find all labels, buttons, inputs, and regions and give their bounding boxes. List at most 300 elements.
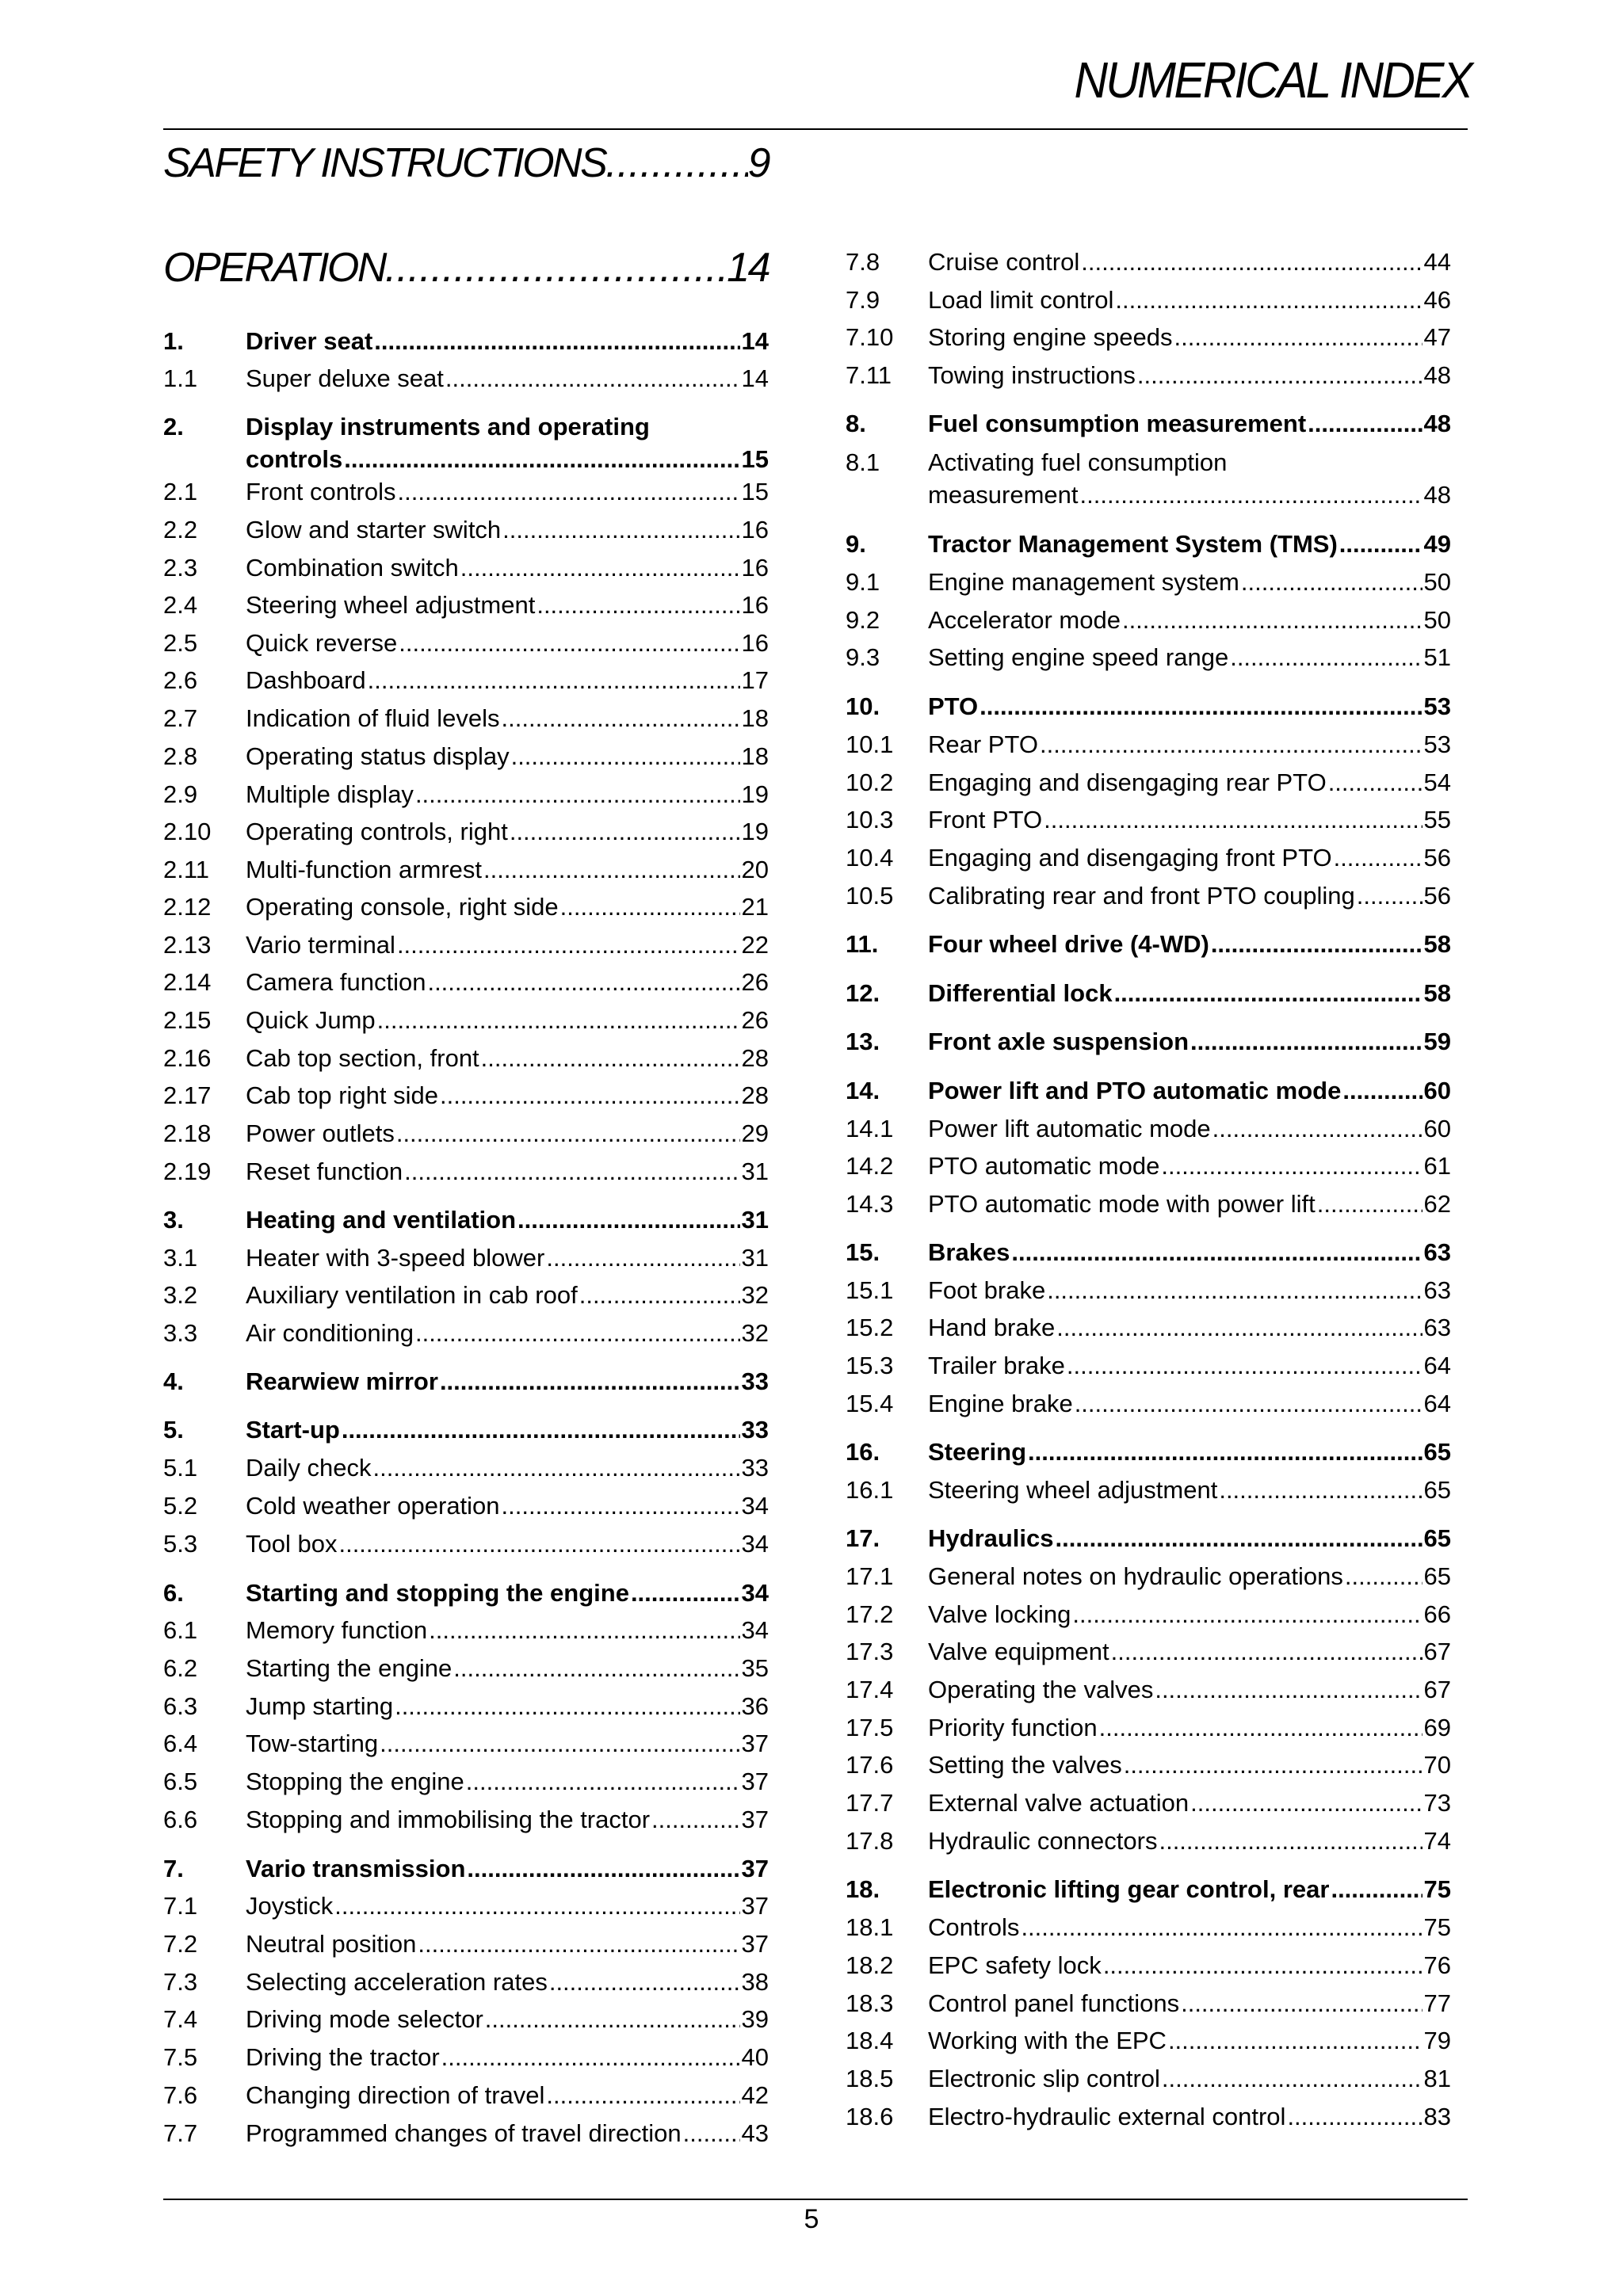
- dot-leader: [1159, 1825, 1422, 1857]
- entry-row: [928, 1112, 1451, 1145]
- heading-title: SAFETY INSTRUCTIONS: [163, 140, 606, 186]
- entry-title: Controls: [928, 1913, 1020, 1941]
- entry-page-number: 39: [741, 2005, 769, 2033]
- entry-page-number: 16: [741, 591, 769, 619]
- entry-row: [928, 1749, 1451, 1781]
- entry-title: Programmed changes of travel direction: [246, 2119, 682, 2147]
- entry-number: 6.3: [163, 1692, 198, 1720]
- entry-number: 18.6: [846, 2103, 894, 2130]
- entry-number: 17.8: [846, 1827, 894, 1855]
- entry-page-number: 73: [1423, 1789, 1451, 1817]
- entry-page-number: 38: [741, 1968, 769, 1996]
- dot-leader: [415, 778, 740, 810]
- entry-title: Hand brake: [928, 1314, 1056, 1341]
- entry-row: [928, 1274, 1451, 1306]
- dot-leader: [1331, 1873, 1422, 1905]
- dot-leader: [1212, 1112, 1423, 1145]
- dot-leader: [1056, 1311, 1422, 1344]
- entry-title: Quick reverse: [246, 629, 398, 657]
- entry-number: 6.6: [163, 1806, 198, 1833]
- dot-leader: [1114, 977, 1423, 1009]
- entry-number: 9.3: [846, 643, 880, 671]
- dot-leader: [374, 325, 739, 357]
- dot-leader: [1011, 1236, 1422, 1268]
- entry-page-number: 18: [741, 742, 769, 770]
- entry-page-number: 61: [1423, 1152, 1451, 1180]
- entry-number: 15.: [846, 1238, 880, 1266]
- entry-row: [246, 664, 769, 696]
- entry-number: 7.6: [163, 2081, 198, 2109]
- dot-leader: [546, 1241, 739, 1274]
- entry-number: 10.1: [846, 730, 894, 758]
- entry-number: 2.8: [163, 742, 198, 770]
- entry-title: measurement: [928, 481, 1079, 509]
- entry-page-number: 36: [741, 1692, 769, 1720]
- entry-title: Storing engine speeds: [928, 323, 1173, 351]
- entry-row: [246, 1577, 769, 1609]
- entry-page-number: 67: [1423, 1676, 1451, 1703]
- header-rule: [163, 128, 1468, 130]
- dot-leader: [485, 2003, 740, 2035]
- entry-title: Front axle suspension: [928, 1028, 1190, 1055]
- dot-leader: [1067, 1349, 1423, 1382]
- entry-page-number: 65: [1423, 1438, 1451, 1466]
- entry-title: Power lift and PTO automatic mode: [928, 1077, 1342, 1104]
- dot-leader: [537, 589, 739, 621]
- entry-row: [246, 325, 769, 357]
- dot-leader: [549, 1966, 740, 1998]
- entry-title: Cab top section, front: [246, 1044, 479, 1072]
- entry-number: 2.4: [163, 591, 198, 619]
- entry-title: Rear PTO: [928, 730, 1038, 758]
- entry-page-number: 32: [741, 1319, 769, 1347]
- entry-row: [246, 815, 769, 848]
- entry-title: Working with the EPC: [928, 2027, 1167, 2054]
- dot-leader: [338, 1527, 739, 1560]
- entry-number: 14.: [846, 1077, 880, 1104]
- entry-page-number: 33: [741, 1454, 769, 1482]
- entry-number: 3.: [163, 1206, 184, 1234]
- entry-row: [246, 1489, 769, 1522]
- entry-title: Daily check: [246, 1454, 372, 1482]
- entry-title: Steering wheel adjustment: [928, 1476, 1218, 1504]
- entry-title: Cruise control: [928, 248, 1080, 276]
- entry-page-number: 32: [741, 1281, 769, 1309]
- entry-number: 2.2: [163, 516, 198, 543]
- entry-row: [928, 1387, 1451, 1420]
- entry-page-number: 46: [1423, 286, 1451, 314]
- entry-title: Trailer brake: [928, 1352, 1065, 1379]
- entry-row: [928, 1436, 1451, 1468]
- entry-page-number: 34: [741, 1579, 769, 1607]
- entry-page-number: 40: [741, 2043, 769, 2071]
- entry-page-number: 47: [1423, 323, 1451, 351]
- entry-title: Electronic slip control: [928, 2065, 1160, 2092]
- entry-row: [246, 1527, 769, 1560]
- entry-number: 2.12: [163, 893, 212, 921]
- entry-number: 9.2: [846, 606, 880, 634]
- entry-page-number: 48: [1423, 410, 1451, 437]
- entry-row: [246, 1241, 769, 1274]
- entry-title: Tow-starting: [246, 1730, 379, 1757]
- entry-title: Stopping the engine: [246, 1768, 464, 1795]
- entry-title: Multiple display: [246, 780, 414, 808]
- entry-title: Combination switch: [246, 554, 459, 582]
- entry-row: [246, 740, 769, 772]
- entry-title: Vario terminal: [246, 931, 395, 959]
- dot-leader: [1161, 1150, 1422, 1182]
- dot-leader: [631, 1577, 740, 1609]
- entry-title: Driving mode selector: [246, 2005, 483, 2033]
- entry-row: [928, 1150, 1451, 1182]
- dot-leader: [481, 1042, 740, 1074]
- entry-title: Cold weather operation: [246, 1492, 500, 1520]
- entry-row: [928, 2024, 1451, 2057]
- entry-page-number: 62: [1423, 1190, 1451, 1218]
- dot-leader: [399, 627, 739, 659]
- dot-leader: [398, 475, 740, 508]
- entry-row: [246, 1203, 769, 1236]
- entry-page-number: 16: [741, 554, 769, 582]
- dot-leader: [404, 1155, 739, 1188]
- entry-title: controls: [246, 445, 343, 473]
- entry-number: 7.1: [163, 1892, 198, 1920]
- entry-row: [928, 566, 1451, 598]
- dot-leader: [1230, 641, 1422, 673]
- entry-title: Load limit control: [928, 286, 1114, 314]
- entry-number: 7.: [163, 1855, 184, 1882]
- dot-leader: [467, 1852, 739, 1885]
- entry-number: 12.: [846, 979, 880, 1007]
- entry-number: 2.1: [163, 478, 198, 505]
- entry-row: [928, 246, 1451, 278]
- entry-row: [246, 853, 769, 886]
- dot-leader: [1111, 1635, 1423, 1668]
- heading-page: 9: [747, 140, 769, 186]
- entry-page-number: 18: [741, 704, 769, 732]
- entry-row: [928, 1673, 1451, 1706]
- entry-page-number: 54: [1423, 769, 1451, 796]
- dot-leader: [511, 740, 740, 772]
- entry-number: 2.3: [163, 554, 198, 582]
- entry-page-number: 14: [741, 327, 769, 355]
- entry-number: 14.1: [846, 1115, 894, 1142]
- entry-page-number: 48: [1423, 361, 1451, 389]
- entry-page-number: 34: [741, 1530, 769, 1558]
- dot-leader: [1328, 766, 1423, 799]
- dot-leader: [453, 1652, 739, 1684]
- entry-page-number: 22: [741, 931, 769, 959]
- entry-row: [246, 1690, 769, 1722]
- entry-page-number: 75: [1423, 1875, 1451, 1903]
- entry-page-number: 66: [1423, 1600, 1451, 1628]
- entry-number: 10.2: [846, 769, 894, 796]
- entry-number: 7.5: [163, 2043, 198, 2071]
- entry-title: EPC safety lock: [928, 1951, 1102, 1979]
- entry-title: Steering: [928, 1438, 1027, 1466]
- entry-row: [928, 321, 1451, 353]
- entry-row: [928, 641, 1451, 673]
- dot-leader: [502, 1489, 740, 1522]
- entry-page-number: 79: [1423, 2027, 1451, 2054]
- entry-title: Brakes: [928, 1238, 1010, 1266]
- entry-number: 2.16: [163, 1044, 212, 1072]
- entry-number: 1.1: [163, 364, 198, 392]
- dot-leader: [1056, 1522, 1423, 1554]
- entry-title-line1: Activating fuel consumption: [928, 448, 1228, 476]
- entry-title: Foot brake: [928, 1276, 1046, 1304]
- entry-row: [246, 589, 769, 621]
- entry-title: Operating the valves: [928, 1676, 1154, 1703]
- entry-number: 5.1: [163, 1454, 198, 1482]
- entry-number: 2.7: [163, 704, 198, 732]
- entry-number: 2.19: [163, 1158, 212, 1185]
- entry-number: 3.2: [163, 1281, 198, 1309]
- dot-leader: [1115, 284, 1422, 316]
- entry-number: 2.6: [163, 666, 198, 694]
- dot-leader: [441, 2041, 740, 2073]
- entry-page-number: 63: [1423, 1276, 1451, 1304]
- entry-number: 15.3: [846, 1352, 894, 1379]
- entry-row: [928, 1987, 1451, 2019]
- entry-number: 17.: [846, 1524, 880, 1552]
- entry-page-number: 50: [1423, 606, 1451, 634]
- entry-page-number: 70: [1423, 1751, 1451, 1779]
- entry-page-number: 33: [741, 1367, 769, 1395]
- entry-title: Indication of fluid levels: [246, 704, 500, 732]
- entry-page-number: 37: [741, 1768, 769, 1795]
- entry-number: 17.1: [846, 1562, 894, 1590]
- entry-number: 16.: [846, 1438, 880, 1466]
- entry-title: Changing direction of travel: [246, 2081, 545, 2109]
- dot-leader: [1168, 2024, 1423, 2057]
- entry-row: [246, 1852, 769, 1885]
- entry-title: External valve actuation: [928, 1789, 1190, 1817]
- entry-number: 18.: [846, 1875, 880, 1903]
- entry-page-number: 63: [1423, 1238, 1451, 1266]
- entry-page-number: 26: [741, 968, 769, 996]
- entry-row: [246, 1117, 769, 1150]
- entry-page-number: 16: [741, 629, 769, 657]
- dot-leader: [1028, 1436, 1422, 1468]
- entry-page-number: 29: [741, 1119, 769, 1147]
- dot-leader: [396, 1117, 740, 1150]
- entry-number: 10.3: [846, 806, 894, 833]
- entry-number: 7.7: [163, 2119, 198, 2147]
- entry-number: 3.3: [163, 1319, 198, 1347]
- entry-number: 17.2: [846, 1600, 894, 1628]
- entry-number: 15.1: [846, 1276, 894, 1304]
- footer-rule: [163, 2199, 1468, 2200]
- entry-row: [246, 1890, 769, 1922]
- entry-row: [928, 407, 1451, 440]
- toc-main-heading-operation[interactable]: [163, 244, 769, 292]
- entry-page-number: 65: [1423, 1562, 1451, 1590]
- entry-page-number: 37: [741, 1730, 769, 1757]
- entry-page-number: 20: [741, 856, 769, 883]
- entry-number: 7.11: [846, 361, 892, 389]
- entry-row: [928, 1635, 1451, 1668]
- entry-title: Operating console, right side: [246, 893, 559, 921]
- entry-page-number: 37: [741, 1855, 769, 1882]
- entry-number: 14.3: [846, 1190, 894, 1218]
- entry-page-number: 48: [1423, 481, 1451, 509]
- entry-row: [246, 513, 769, 546]
- dot-leader: [683, 2117, 740, 2149]
- entry-number: 5.2: [163, 1492, 198, 1520]
- entry-page-number: 75: [1423, 1913, 1451, 1941]
- entry-title: Tractor Management System (TMS): [928, 530, 1338, 558]
- entry-row: [928, 1349, 1451, 1382]
- heading-title: OPERATION: [163, 245, 385, 291]
- entry-number: 17.3: [846, 1638, 894, 1665]
- dot-leader: [1103, 1949, 1423, 1981]
- entry-title: Reset function: [246, 1158, 403, 1185]
- entry-row: [246, 929, 769, 961]
- entry-page-number: 65: [1423, 1476, 1451, 1504]
- toc-main-heading-safety[interactable]: [163, 139, 769, 187]
- entry-page-number: 33: [741, 1416, 769, 1444]
- entry-row: [246, 1451, 769, 1484]
- entry-row: [928, 284, 1451, 316]
- entry-title: Setting engine speed range: [928, 643, 1229, 671]
- entry-title: Multi-function armrest: [246, 856, 483, 883]
- entry-page-number: 74: [1423, 1827, 1451, 1855]
- entry-row: [246, 2041, 769, 2073]
- entry-title: Electronic lifting gear control, rear: [928, 1875, 1330, 1903]
- entry-page-number: 49: [1423, 530, 1451, 558]
- entry-title: Engaging and disengaging front PTO: [928, 844, 1332, 871]
- dot-leader: [397, 929, 740, 961]
- entry-row: [928, 359, 1451, 391]
- entry-row: [928, 1025, 1451, 1058]
- entry-number: 5.: [163, 1416, 184, 1444]
- entry-title: PTO: [928, 692, 979, 720]
- entry-page-number: 21: [741, 893, 769, 921]
- entry-page-number: 15: [741, 478, 769, 505]
- entry-page-number: 59: [1423, 1028, 1451, 1055]
- entry-row: [246, 1004, 769, 1036]
- entry-row: [246, 443, 769, 475]
- entry-row: [246, 702, 769, 734]
- entry-number: 2.10: [163, 818, 212, 845]
- entry-number: 2.5: [163, 629, 198, 657]
- entry-page-number: 17: [741, 666, 769, 694]
- entry-number: 2.14: [163, 968, 212, 996]
- entry-title: Quick Jump: [246, 1006, 376, 1034]
- entry-title: Auxiliary ventilation in cab roof: [246, 1281, 578, 1309]
- entry-page-number: 19: [741, 818, 769, 845]
- dot-leader: [1137, 359, 1423, 391]
- entry-page-number: 34: [741, 1492, 769, 1520]
- entry-row: [246, 2079, 769, 2111]
- entry-page-number: 77: [1423, 1989, 1451, 2017]
- dot-leader: [395, 1690, 739, 1722]
- entry-title: Starting the engine: [246, 1654, 453, 1682]
- entry-page-number: 31: [741, 1158, 769, 1185]
- dot-leader: [377, 1004, 740, 1036]
- page-title: NUMERICAL INDEX: [1074, 51, 1471, 109]
- dot-leader: [1190, 1787, 1422, 1819]
- entry-page-number: 35: [741, 1654, 769, 1682]
- dot-leader: [1122, 604, 1423, 636]
- entry-title: Hydraulics: [928, 1524, 1054, 1552]
- entry-title: Towing instructions: [928, 361, 1136, 389]
- dot-leader: [373, 1451, 740, 1484]
- entry-page-number: 26: [741, 1006, 769, 1034]
- entry-page-number: 69: [1423, 1714, 1451, 1741]
- entry-number: 6.1: [163, 1616, 198, 1644]
- dot-leader: [502, 702, 740, 734]
- entry-page-number: 19: [741, 780, 769, 808]
- entry-page-number: 56: [1423, 844, 1451, 871]
- entry-number: 2.18: [163, 1119, 212, 1147]
- entry-title: Operating status display: [246, 742, 510, 770]
- entry-page-number: 76: [1423, 1951, 1451, 1979]
- dot-leader: [1190, 1025, 1423, 1058]
- entry-number: 3.1: [163, 1244, 198, 1272]
- entry-page-number: 31: [741, 1206, 769, 1234]
- entry-page-number: 42: [741, 2081, 769, 2109]
- dot-leader: [385, 244, 727, 292]
- entry-page-number: 65: [1423, 1524, 1451, 1552]
- entry-title: Valve equipment: [928, 1638, 1109, 1665]
- dot-leader: [1308, 407, 1422, 440]
- entry-title: Steering wheel adjustment: [246, 591, 536, 619]
- dot-leader: [429, 1614, 739, 1646]
- entry-number: 8.: [846, 410, 866, 437]
- entry-row: [928, 1074, 1451, 1107]
- entry-title: Power outlets: [246, 1119, 395, 1147]
- entry-page-number: 58: [1423, 979, 1451, 1007]
- entry-row: [928, 1787, 1451, 1819]
- entry-row: [246, 1652, 769, 1684]
- dot-leader: [1047, 1274, 1422, 1306]
- entry-number: 9.: [846, 530, 866, 558]
- entry-title-line1: Display instruments and operating: [246, 413, 650, 441]
- entry-title: Power lift automatic mode: [928, 1115, 1211, 1142]
- entry-title: Operating controls, right: [246, 818, 508, 845]
- entry-row: [928, 2062, 1451, 2095]
- entry-row: [246, 551, 769, 584]
- entry-number: 5.3: [163, 1530, 198, 1558]
- dot-leader: [1219, 1474, 1422, 1506]
- entry-title: Vario transmission: [246, 1855, 466, 1882]
- entry-row: [928, 766, 1451, 799]
- entry-row: [928, 1598, 1451, 1630]
- dot-leader: [415, 1317, 740, 1349]
- entry-number: 7.3: [163, 1968, 198, 1996]
- dot-leader: [1162, 2062, 1423, 2095]
- entry-row: [928, 728, 1451, 761]
- entry-number: 4.: [163, 1367, 184, 1395]
- entry-number: 13.: [846, 1028, 880, 1055]
- entry-row: [246, 1155, 769, 1188]
- dot-leader: [380, 1727, 739, 1760]
- entry-number: 6.5: [163, 1768, 198, 1795]
- entry-row: [928, 1825, 1451, 1857]
- entry-row: [928, 1311, 1451, 1344]
- entry-title: Heating and ventilation: [246, 1206, 517, 1234]
- entry-number: 10.5: [846, 882, 894, 910]
- dot-leader: [342, 1413, 740, 1446]
- entry-number: 7.10: [846, 323, 894, 351]
- dot-leader: [445, 362, 740, 395]
- entry-row: [246, 1803, 769, 1836]
- entry-row: [928, 1949, 1451, 1981]
- entry-row: [246, 362, 769, 395]
- entry-row: [928, 1711, 1451, 1744]
